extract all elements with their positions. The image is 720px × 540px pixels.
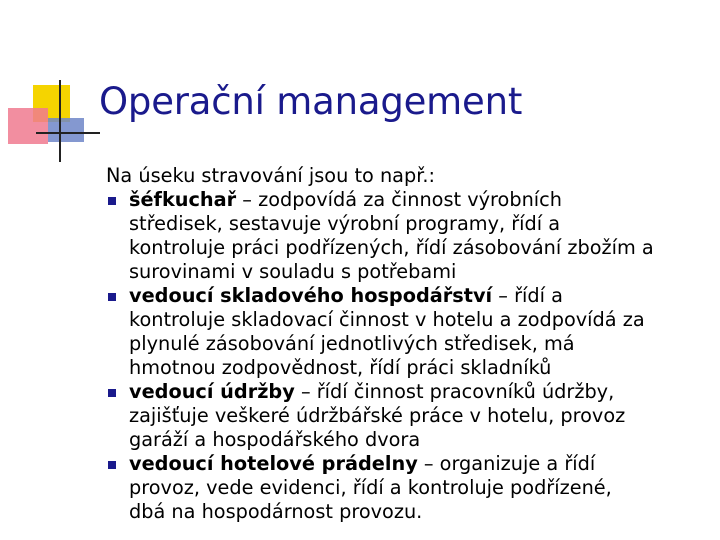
bullet-item <box>106 380 706 452</box>
bullet-term: vedoucí hotelové prádelny <box>129 452 418 475</box>
decorative-corner-graphic <box>0 0 110 170</box>
bullet-line: garáží a hospodářského dvora <box>129 428 421 451</box>
bullet-item <box>106 188 706 284</box>
bullet-line <box>129 380 706 404</box>
bullet-term: šéfkuchař <box>129 188 237 211</box>
bullet-text: – zodpovídá za činnost výrobních <box>236 188 562 211</box>
bullet-line <box>129 188 706 212</box>
bullet-line: hmotnou zodpovědnost, řídí práci skladníků <box>129 356 552 379</box>
bullet-line: plynulé zásobování jednotlivých středisek, má <box>129 332 575 355</box>
bullet-line: dbá na hospodárnost provozu. <box>129 500 423 523</box>
bullet-line: kontroluje skladovací činnost v hotelu a zodpovídá za <box>129 308 645 331</box>
slide-title: Operační management <box>99 80 523 123</box>
square-bullet-icon <box>108 197 116 205</box>
intro-text: Na úseku stravování jsou to např.: <box>106 164 435 187</box>
bullet-text: – organizuje a řídí <box>417 452 596 475</box>
bullet-item <box>106 284 706 380</box>
bullet-line <box>129 452 706 476</box>
bullet-line <box>129 284 706 308</box>
bullet-line: provoz, vede evidenci, řídí a kontroluje podřízené, <box>129 476 612 499</box>
bullet-term: vedoucí skladového hospodářství <box>129 284 493 307</box>
bullet-line: zajišťuje veškeré údržbářské práce v hotelu, provoz <box>129 404 626 427</box>
bullet-line: středisek, sestavuje výrobní programy, řídí a <box>129 212 561 235</box>
bullet-item <box>106 452 706 524</box>
bullet-term: vedoucí údržby <box>129 380 295 403</box>
square-bullet-icon <box>108 389 116 397</box>
bullet-list <box>106 188 706 524</box>
bullet-line: kontroluje práci podřízených, řídí zásobování zbožím a <box>129 236 654 259</box>
square-bullet-icon <box>108 293 116 301</box>
square-bullet-icon <box>108 461 116 469</box>
bullet-text: – řídí a <box>492 284 563 307</box>
slide-body <box>106 164 706 524</box>
blue-square <box>48 118 84 142</box>
bullet-text: – řídí činnost pracovníků údržby, <box>294 380 615 403</box>
pink-square <box>8 108 48 144</box>
bullet-line: surovinami v souladu s potřebami <box>129 260 457 283</box>
